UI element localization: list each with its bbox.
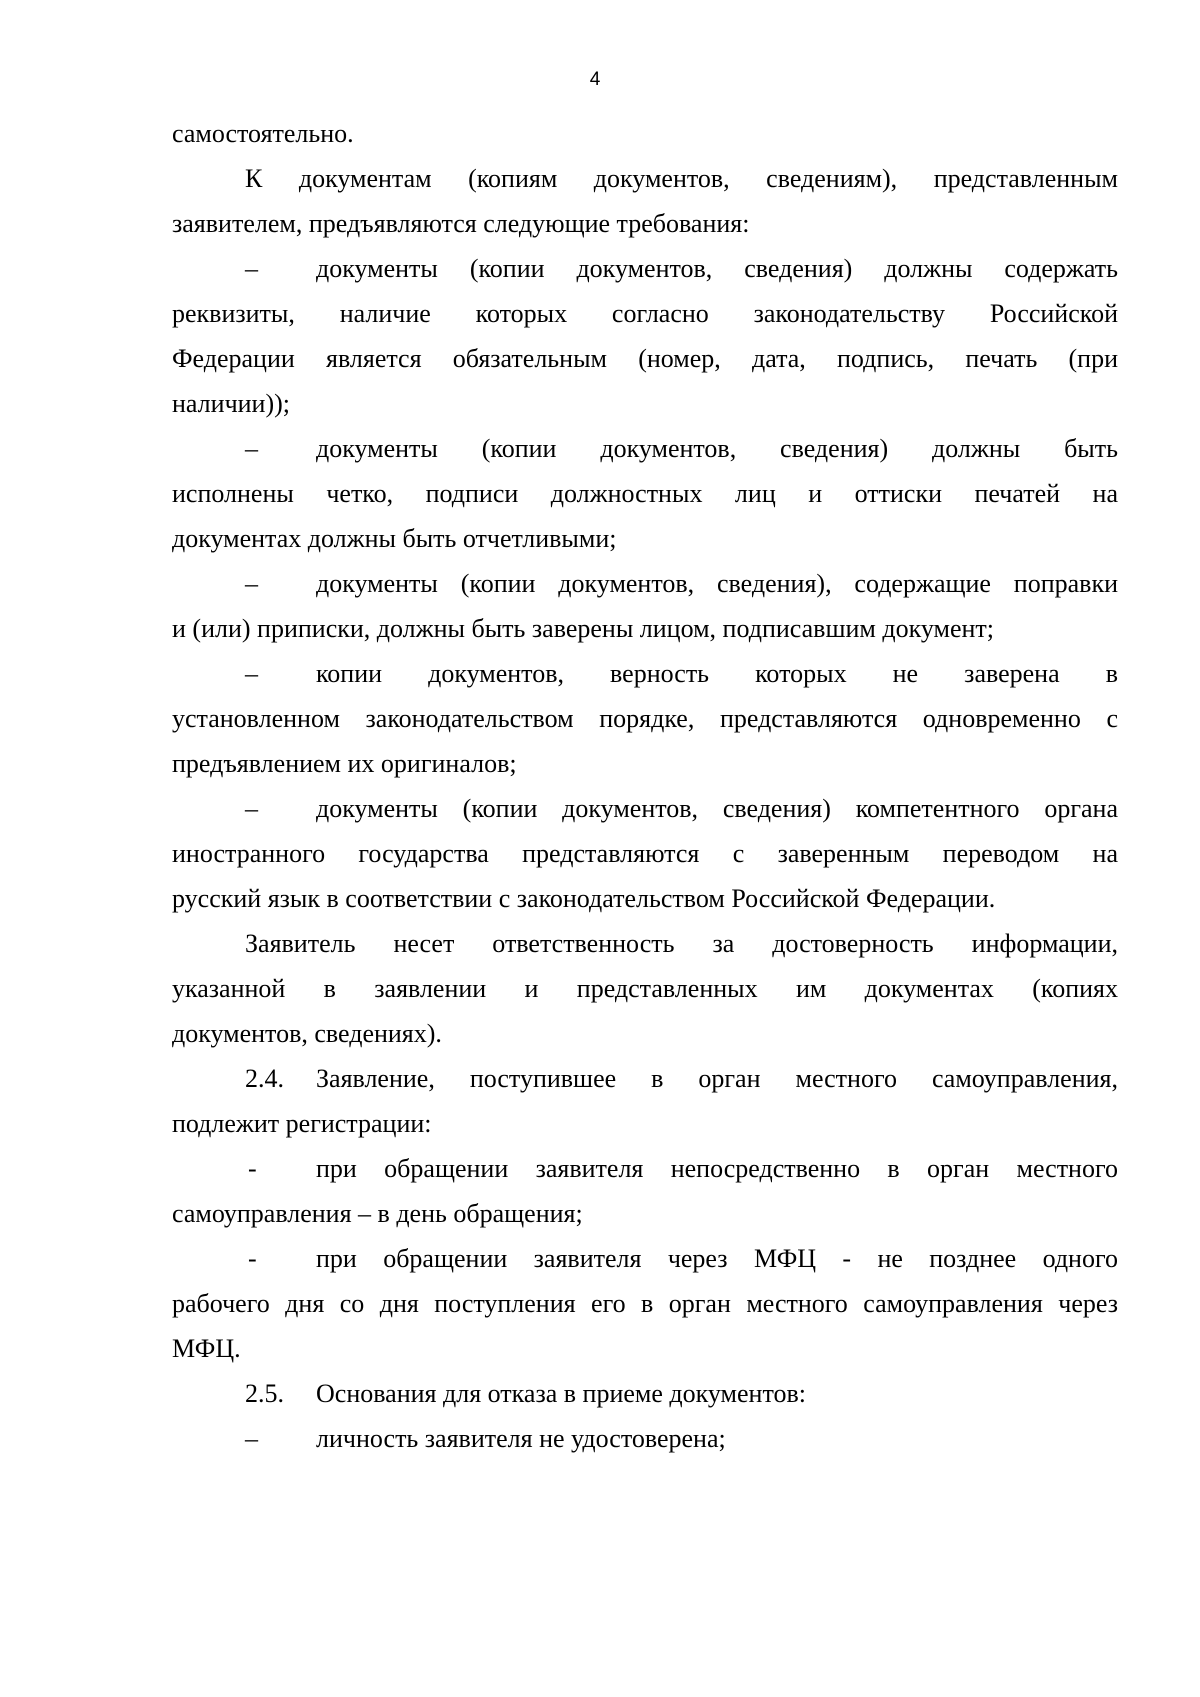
text-line: рабочего дня со дня поступления его в орган местного самоуправления через (172, 1289, 1118, 1318)
text-line: личность заявителя не удостоверена; (316, 1424, 726, 1453)
text-line: Федерации является обязательным (номер, дата, подпись, печать (при (172, 344, 1118, 373)
list-dash: – (245, 434, 258, 463)
list-dash: – (245, 569, 258, 598)
text-line: документы (копии документов, сведения), содержащие поправки (316, 569, 1118, 598)
text-line: русский язык в соответствии с законодательством Российской Федерации. (172, 884, 996, 913)
text-line: Заявитель несет ответственность за достоверность информации, (245, 929, 1118, 958)
text-line: документы (копии документов, сведения) должны содержать (316, 254, 1118, 283)
text-line: копии документов, верность которых не заверена в (316, 659, 1118, 688)
list-hyphen: - (248, 1154, 257, 1183)
text-line: исполнены четко, подписи должностных лиц и оттиски печатей на (172, 479, 1118, 508)
text-line: при обращении заявителя непосредственно в орган местного (316, 1154, 1118, 1183)
text-line: самостоятельно. (172, 119, 354, 148)
text-line: заявителем, предъявляются следующие требования: (172, 209, 750, 238)
text-line: документы (копии документов, сведения) компетентного органа (316, 794, 1118, 823)
text-line: иностранного государства представляются с заверенным переводом на (172, 839, 1118, 868)
list-dash: – (245, 794, 258, 823)
list-hyphen: - (248, 1244, 257, 1273)
text-line: МФЦ. (172, 1334, 241, 1363)
text-line: предъявлением их оригиналов; (172, 749, 517, 778)
text-line: Заявление, поступившее в орган местного самоуправления, (316, 1064, 1118, 1093)
text-line: наличии)); (172, 389, 291, 418)
text-line: документы (копии документов, сведения) должны быть (316, 434, 1118, 463)
text-line: при обращении заявителя через МФЦ - не позднее одного (316, 1244, 1118, 1273)
text-line: К документам (копиям документов, сведениям), представленным (245, 164, 1118, 193)
page-number: 4 (589, 69, 601, 90)
text-line: реквизиты, наличие которых согласно законодательству Российской (172, 299, 1118, 328)
section-number: 2.5. (245, 1379, 284, 1408)
text-line: подлежит регистрации: (172, 1109, 432, 1138)
list-dash: – (245, 659, 258, 688)
section-number: 2.4. (245, 1064, 284, 1093)
text-line: документах должны быть отчетливыми; (172, 524, 617, 553)
text-line: документов, сведениях). (172, 1019, 442, 1048)
list-dash: – (245, 254, 258, 283)
text-line: Основания для отказа в приеме документов: (316, 1379, 806, 1408)
list-dash: – (245, 1424, 258, 1453)
text-line: установленном законодательством порядке, представляются одновременно с (172, 704, 1118, 733)
text-line: и (или) приписки, должны быть заверены лицом, подписавшим документ; (172, 614, 994, 643)
text-line: самоуправления – в день обращения; (172, 1199, 583, 1228)
text-line: указанной в заявлении и представленных им документах (копиях (172, 974, 1118, 1003)
